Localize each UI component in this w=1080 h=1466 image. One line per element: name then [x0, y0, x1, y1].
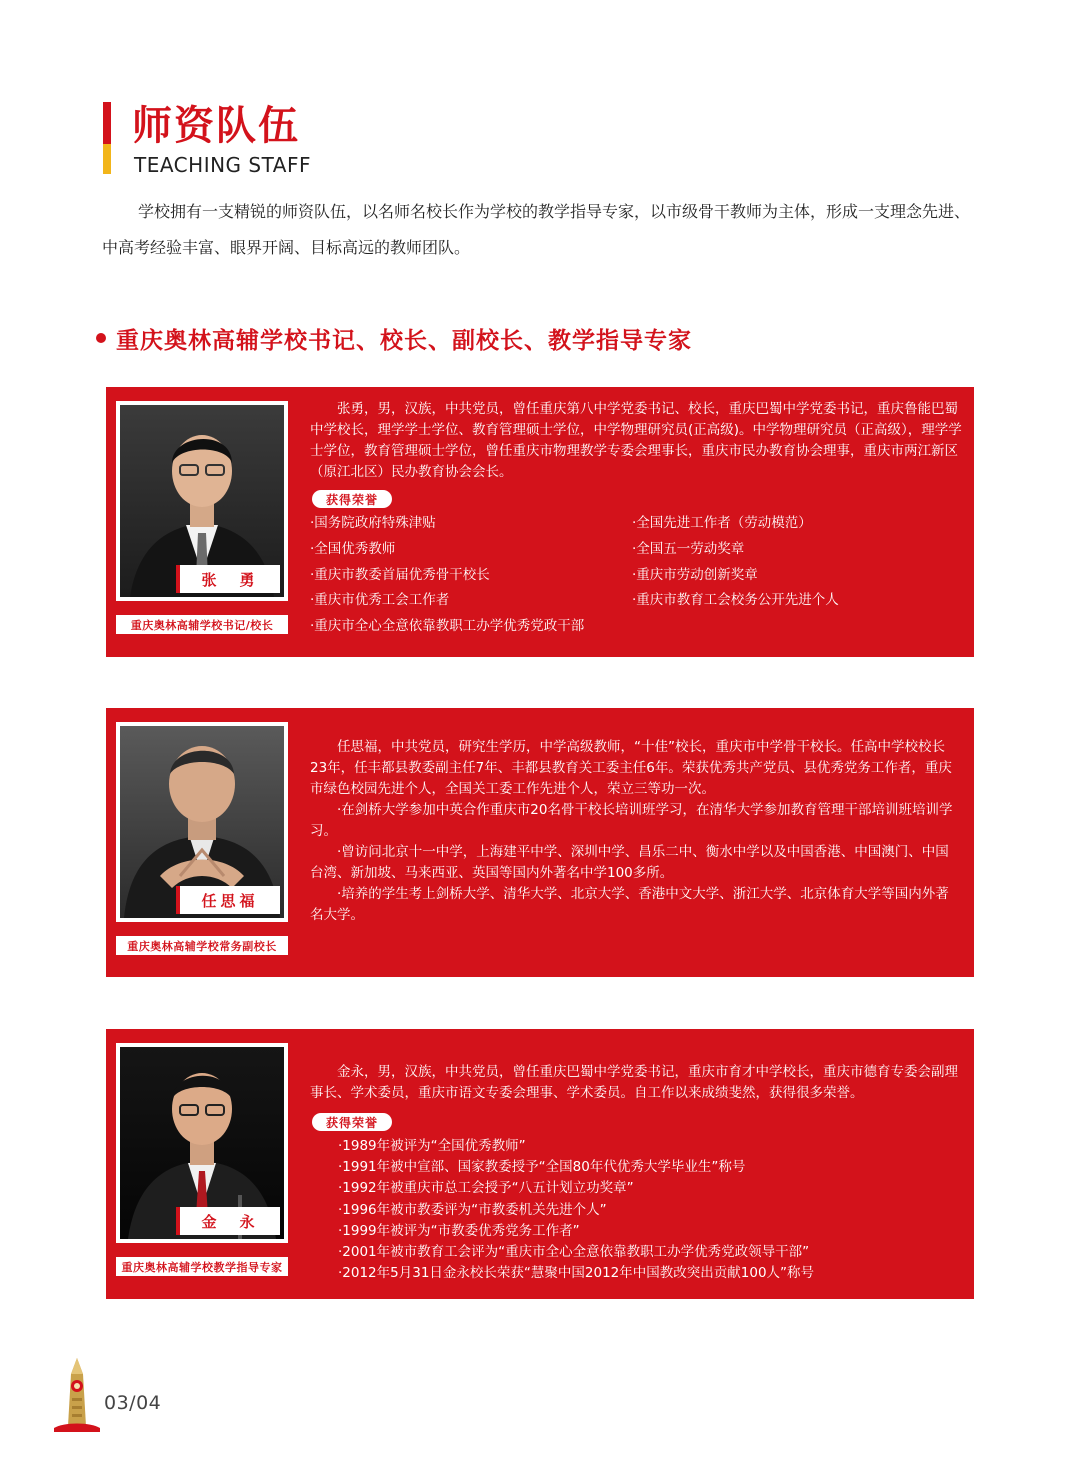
bio-paragraph: 张勇，男，汉族，中共党员，曾任重庆第八中学党委书记、校长，重庆巴蜀中学党委书记，重庆鲁能巴蜀中学校长，理学学士学位、教育管理硕士学位，中学物理研究员(正高级)。中学物理研究员（正高级），理学学士学位，教育管理硕士学位，曾任重庆市物理教学专委会理事长，重庆市民办教育协会理事，重庆市两江新区（原江北区）民办教育协会会长。	[310, 401, 962, 480]
honor-item: ·1999年被评为“市教委优秀党务工作者”	[338, 1222, 580, 1239]
honor-label-badge: 获得荣誉	[312, 490, 392, 508]
title-bar-yellow	[103, 144, 111, 174]
honor-item: ·1996年被市教委评为“市教委机关先进个人”	[338, 1201, 607, 1218]
honor-label-badge: 获得荣誉	[312, 1113, 392, 1131]
honor-item: ·1989年被评为“全国优秀教师”	[338, 1138, 526, 1154]
section-heading	[96, 318, 692, 358]
page-footer	[52, 1356, 252, 1436]
tower-logo-icon	[52, 1356, 102, 1436]
honor-item: ·1991年被中宣部、国家教委授予“全国80年代优秀大学毕业生”称号	[338, 1159, 746, 1176]
profile-card-jin-yong	[106, 1029, 974, 1299]
page-number: 03/04	[104, 1392, 162, 1414]
profile-name: 金 永	[176, 1207, 280, 1235]
page-subtitle: TEACHING STAFF	[134, 153, 311, 177]
honor-item: ·重庆市劳动创新奖章	[632, 566, 758, 583]
honor-item: ·全国五一劳动奖章	[632, 540, 745, 557]
profile-card-zhang-yong	[106, 387, 974, 657]
honor-item: ·重庆市优秀工会工作者	[310, 592, 450, 609]
honor-item: ·重庆市教委首届优秀骨干校长	[310, 566, 490, 583]
profile-photo	[116, 1043, 288, 1243]
profile-name: 任思福	[176, 886, 280, 914]
profile-role: 重庆奥林高辅学校常务副校长	[116, 936, 288, 955]
honor-item: ·国务院政府特殊津贴	[310, 515, 436, 531]
page-title: 师资队伍	[132, 103, 300, 149]
honor-item: ·重庆市教育工会校务公开先进个人	[632, 592, 839, 609]
portrait-image	[120, 726, 284, 918]
honor-item: ·1992年被重庆市总工会授予“八五计划立功奖章”	[338, 1180, 634, 1197]
title-bar-red	[103, 102, 111, 144]
profile-bio	[310, 737, 962, 926]
intro-paragraph: 学校拥有一支精锐的师资队伍，以名师名校长作为学校的教学指导专家，以市级骨干教师为主体，形成一支理念先进、中高考经验丰富、眼界开阔、目标高远的教师团队。	[102, 202, 971, 257]
portrait-image	[120, 1047, 284, 1239]
profile-bio	[310, 399, 962, 483]
profile-card-ren-sifu	[106, 708, 974, 977]
section-heading-text: 重庆奥林高辅学校书记、校长、副校长、教学指导专家	[116, 327, 692, 354]
bio-paragraph: ·在剑桥大学参加中英合作重庆市20名骨干校长培训班学习，在清华大学参加教育管理干部培训班培训学习。	[310, 802, 953, 839]
profile-bio	[310, 1062, 962, 1104]
honor-item: ·重庆市全心全意依靠教职工办学优秀党政干部	[310, 618, 585, 635]
section-header	[100, 100, 1000, 180]
bio-paragraph: ·培养的学生考上剑桥大学、清华大学、北京大学、香港中文大学、浙江大学、北京体育大学等国内外著名大学。	[310, 886, 949, 923]
profile-photo	[116, 401, 288, 601]
profile-role: 重庆奥林高辅学校教学指导专家	[116, 1257, 288, 1276]
honor-item: ·全国优秀教师	[310, 540, 396, 557]
bio-paragraph: 任思福，中共党员，研究生学历，中学高级教师，“十佳”校长，重庆市中学骨干校长。任高中学校校长23年，任丰都县教委副主任7年、丰都县教育关工委主任6年。荣获优秀共产党员、县优秀党务工作者，重庆市绿色校园先进个人，全国关工委工作先进个人，荣立三等功一次。	[310, 739, 952, 797]
portrait-image	[120, 405, 284, 597]
profile-name: 张 勇	[176, 565, 280, 593]
bio-paragraph: 金永，男，汉族，中共党员，曾任重庆巴蜀中学党委书记，重庆市育才中学校长，重庆市德育专委会副理事长、学术委员，重庆市语文专委会理事、学术委员。自工作以来成绩斐然，获得很多荣誉。	[310, 1064, 958, 1101]
profile-photo	[116, 722, 288, 922]
honor-item: ·2012年5月31日金永校长荣获“慧聚中国2012年中国教改突出贡献100人”称号	[338, 1265, 815, 1282]
honor-item: ·全国先进工作者（劳动模范）	[632, 515, 812, 531]
honor-item: ·2001年被市教育工会评为“重庆市全心全意依靠教职工办学优秀党政领导干部”	[338, 1244, 810, 1261]
bio-paragraph: ·曾访问北京十一中学，上海建平中学、深圳中学、昌乐二中、衡水中学以及中国香港、中国澳门、中国台湾、新加坡、马来西亚、英国等国内外著名中学100多所。	[310, 844, 949, 881]
honors-list	[310, 511, 962, 640]
bullet-dot-icon	[96, 333, 106, 343]
honors-list	[338, 1136, 958, 1284]
profile-role: 重庆奥林高辅学校书记/校长	[116, 615, 288, 634]
